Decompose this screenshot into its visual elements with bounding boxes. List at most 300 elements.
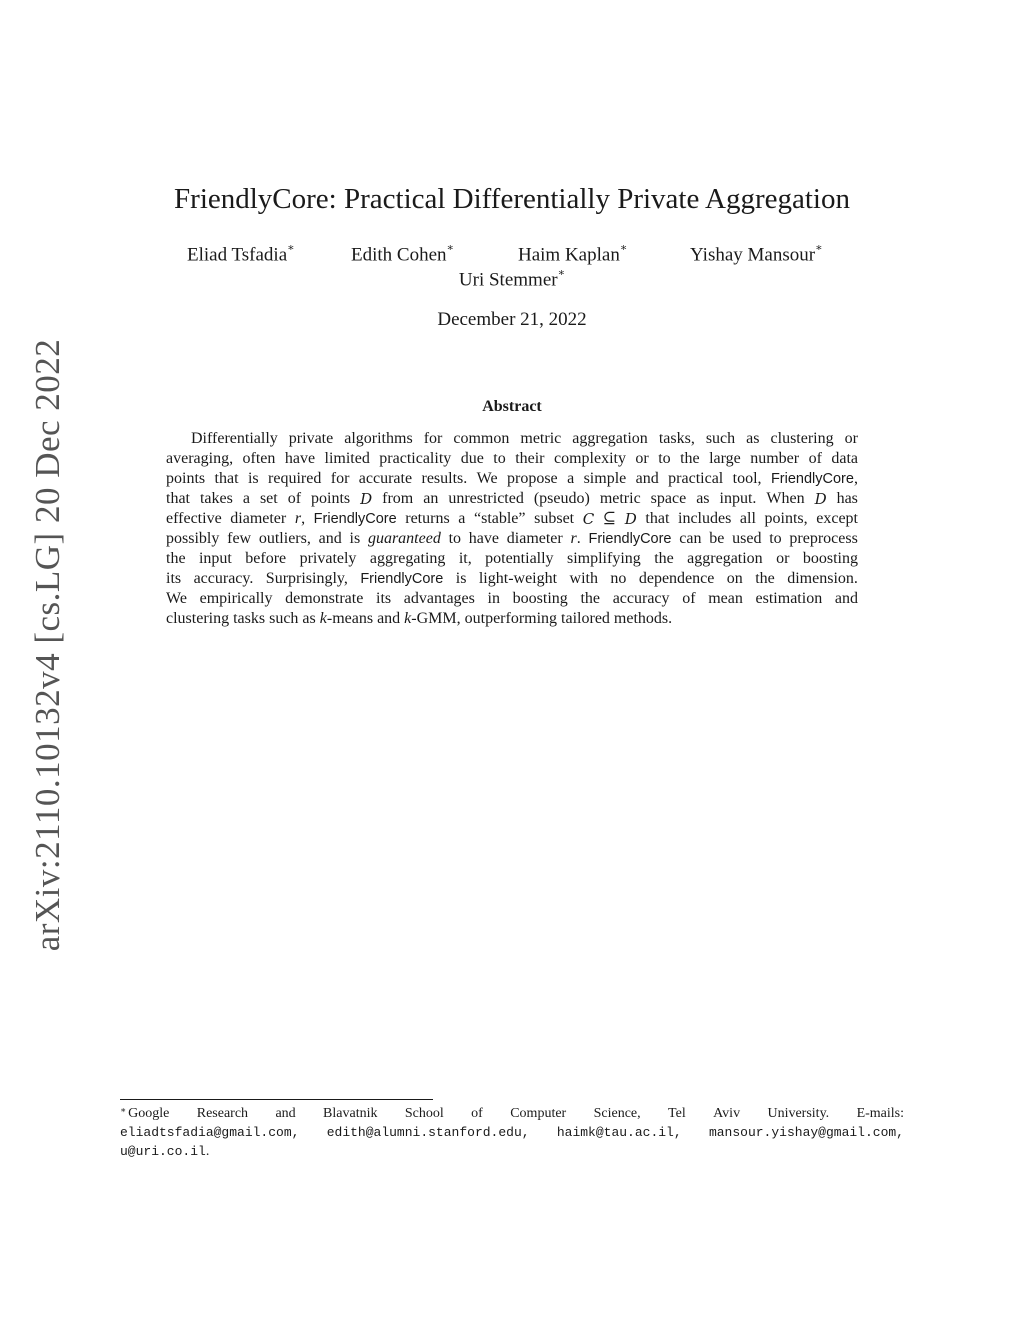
abstract-word — [534, 489, 590, 509]
abstract-word — [755, 569, 775, 589]
abstract-text: metric — [520, 430, 562, 447]
abstract-text: set — [259, 490, 278, 507]
abstract-word — [769, 529, 781, 549]
abstract-word — [651, 489, 687, 509]
abstract-word — [816, 509, 858, 529]
abstract-word — [448, 489, 524, 509]
abstract-text: a — [458, 510, 466, 527]
abstract-text: tasks, — [658, 430, 695, 447]
abstract-word — [561, 609, 610, 629]
abstract-text: We — [166, 590, 187, 607]
paper-title: FriendlyCore: Practical Differentially Private Aggregation — [174, 183, 850, 215]
abstract-word — [746, 429, 759, 449]
abstract-word — [733, 469, 762, 489]
abstract-word — [456, 569, 467, 589]
abstract-word — [571, 529, 581, 549]
abstract-word — [461, 449, 484, 469]
footnote-email-line — [120, 1142, 904, 1161]
abstract-word — [325, 449, 370, 469]
abstract-word — [360, 489, 372, 509]
abstract-word — [493, 449, 505, 469]
abstract-text: to — [658, 450, 671, 467]
abstract-word — [405, 509, 449, 529]
abstract-text: be — [709, 530, 725, 547]
abstract-text: in — [487, 590, 500, 607]
affiliation-mark: ∗ — [619, 242, 628, 254]
abstract-text: metric — [599, 490, 641, 507]
footnote-word — [767, 1104, 829, 1123]
abstract-text: except — [816, 510, 858, 527]
abstract-text: the — [680, 450, 700, 467]
abstract-text: results. — [421, 470, 468, 487]
abstract-text: and — [834, 590, 858, 607]
abstract-word — [740, 509, 756, 529]
abstract-word — [570, 569, 598, 589]
abstract-word — [423, 489, 438, 509]
abstract-word — [295, 509, 305, 529]
abstract-word — [635, 449, 648, 469]
abstract-word — [245, 549, 286, 569]
abstract-text: subset — [534, 510, 575, 527]
abstract-word — [584, 469, 627, 489]
abstract-word — [465, 609, 557, 629]
author-email: mansour.yishay@gmail.com, — [708, 1125, 904, 1140]
abstract-text: complexity — [553, 450, 626, 467]
abstract-word — [678, 509, 731, 529]
abstract-text: , — [853, 470, 858, 487]
abstract-word — [268, 469, 321, 489]
abstract-word — [831, 449, 858, 469]
abstract-word — [803, 549, 858, 569]
abstract-text: practical — [668, 470, 724, 487]
abstract-word — [474, 509, 526, 529]
author-email: edith@alumni.stanford.edu, — [326, 1125, 530, 1140]
algorithm-name: FriendlyCore — [588, 531, 672, 547]
abstract-text: clustering — [770, 430, 834, 447]
abstract-text: outperforming — [464, 610, 558, 627]
abstract-heading: Abstract — [482, 398, 542, 415]
abstract-text: its — [376, 590, 392, 607]
abstract-text: and — [318, 530, 342, 547]
footnote-word — [197, 1104, 248, 1123]
abstract-text: can — [679, 530, 702, 547]
abstract-word — [485, 549, 553, 569]
abstract-line — [166, 609, 858, 629]
footnote-email-line — [120, 1123, 904, 1142]
abstract-line — [166, 549, 858, 569]
abstract-word — [166, 509, 222, 529]
abstract-word — [771, 429, 834, 449]
abstract-word — [845, 429, 858, 449]
abstract-word — [580, 589, 600, 609]
abstract-text: accuracy. — [193, 570, 254, 587]
math-symbol: C — [582, 510, 595, 528]
abstract-text: of — [287, 490, 302, 507]
abstract-text: such — [705, 430, 736, 447]
footnote-word — [275, 1104, 295, 1123]
abstract-word — [668, 469, 723, 489]
abstract-word — [382, 489, 413, 509]
abstract-text: that — [645, 510, 670, 527]
abstract-text: tool, — [732, 470, 762, 487]
math-symbol: r — [294, 510, 302, 527]
abstract-text: algorithms — [344, 430, 413, 447]
abstract-text: a — [242, 490, 250, 507]
abstract-text: mean — [708, 590, 743, 607]
abstract-word — [288, 489, 301, 509]
abstract-text: an — [423, 490, 439, 507]
abstract-word — [166, 569, 181, 589]
abstract-word — [654, 549, 674, 569]
abstract-word — [233, 609, 265, 629]
abstract-text: from — [382, 490, 414, 507]
author-name: Uri Stemmer∗ — [458, 267, 566, 291]
abstract-text: such — [269, 610, 299, 627]
abstract-text: all — [739, 510, 756, 527]
abstract-word — [720, 489, 757, 509]
footnote-text: Aviv — [713, 1106, 741, 1121]
abstract-text: methods. — [613, 610, 673, 627]
affiliation-mark: ∗ — [815, 242, 823, 254]
abstract-word — [215, 469, 239, 489]
abstract-text: Differentially — [191, 430, 278, 447]
abstract-text: is — [349, 530, 361, 547]
abstract-text: limited — [324, 450, 370, 467]
abstract-text: dependence — [638, 570, 715, 587]
abstract-word — [603, 509, 616, 529]
abstract-word — [815, 489, 827, 509]
abstract-text: as — [302, 610, 316, 627]
abstract-line — [166, 569, 858, 589]
footnote-word — [594, 1104, 641, 1123]
abstract-text: dimension. — [787, 570, 858, 587]
abstract-word — [331, 469, 350, 489]
abstract-text: space — [650, 490, 687, 507]
algorithm-name: FriendlyCore — [770, 471, 854, 487]
abstract-text: unrestricted — [448, 490, 524, 507]
abstract-text: effective — [166, 510, 222, 527]
abstract-text: diameter — [230, 510, 287, 527]
abstract-text: few — [227, 530, 252, 547]
abstract-word — [787, 569, 858, 589]
abstract-word — [377, 609, 400, 629]
abstract-word — [166, 549, 186, 569]
abstract-text: includes — [678, 510, 732, 527]
abstract-word — [200, 589, 273, 609]
affiliation-mark: ∗ — [557, 267, 566, 279]
abstract-word — [680, 449, 700, 469]
affiliation-mark: ∗ — [446, 242, 455, 254]
math-symbol: k — [404, 610, 412, 627]
abstract-word — [732, 529, 761, 549]
abstract-word — [379, 449, 451, 469]
abstract-word — [424, 429, 443, 449]
abstract-text: input — [198, 550, 232, 567]
abstract-word — [404, 589, 475, 609]
author-email: u@uri.co.il — [120, 1144, 206, 1159]
footnote-word — [857, 1104, 904, 1123]
abstract-text: Surprisingly, — [265, 570, 348, 587]
abstract-text: . — [576, 530, 581, 547]
abstract-word — [344, 429, 412, 449]
abstract-text: the — [654, 550, 674, 567]
footnote-word — [471, 1104, 483, 1123]
abstract-text: required — [268, 470, 322, 487]
abstract-text: points — [311, 490, 351, 507]
abstract-text: practicality — [379, 450, 452, 467]
abstract-text: with — [569, 570, 598, 587]
abstract-text: aggregation — [572, 430, 648, 447]
abstract-word — [166, 589, 187, 609]
abstract-text: accurate — [358, 470, 413, 487]
abstract-word — [534, 509, 574, 529]
abstract-word — [636, 469, 659, 489]
algorithm-name: FriendlyCore — [360, 571, 444, 587]
abstract-word — [404, 609, 460, 629]
abstract-word — [376, 589, 391, 609]
abstract-text: the — [580, 590, 601, 607]
abstract-text: boosting — [512, 590, 568, 607]
math-symbol: D — [624, 510, 637, 528]
abstract-text: points, — [764, 510, 808, 527]
abstract-text: outliers, — [258, 530, 311, 547]
abstract-text: We — [476, 470, 498, 487]
abstract-word — [289, 429, 333, 449]
abstract-text: data — [831, 450, 858, 467]
footnote-text: E-mails: — [856, 1106, 904, 1121]
abstract-text: advantages — [403, 590, 475, 607]
math-symbol: k — [319, 610, 327, 627]
abstract-word — [368, 529, 441, 549]
abstract-text: averaging, — [166, 450, 234, 467]
abstract-text: to — [448, 530, 462, 547]
abstract-text: privately — [299, 550, 357, 567]
abstract-text: or — [635, 450, 649, 467]
abstract-text: the — [755, 570, 775, 587]
abstract-word — [614, 609, 672, 629]
abstract-word — [166, 449, 233, 469]
abstract-word — [682, 589, 695, 609]
abstract-text: the — [166, 550, 186, 567]
abstract-word — [359, 469, 412, 489]
abstract-text: used — [732, 530, 762, 547]
abstract-word — [600, 489, 641, 509]
abstract-word — [706, 429, 735, 449]
abstract-word — [687, 549, 763, 569]
abstract-text: ⊆ — [602, 510, 617, 527]
footnote-word — [510, 1104, 566, 1123]
abstract-text: tasks — [233, 610, 266, 627]
footnote-word — [405, 1104, 444, 1123]
abstract-text: empirically — [199, 590, 273, 607]
abstract-word — [360, 569, 443, 589]
abstract-word — [166, 609, 229, 629]
abstract-text: often — [242, 450, 276, 467]
abstract-text: their — [515, 450, 545, 467]
abstract-word — [191, 429, 278, 449]
abstract-text: that — [166, 490, 190, 507]
abstract-word — [227, 529, 251, 549]
footnote-word — [713, 1104, 740, 1123]
abstract-word — [453, 429, 509, 449]
abstract-text: input. — [719, 490, 757, 507]
abstract-word — [837, 489, 858, 509]
abstract-text: -means — [326, 610, 374, 627]
footnote-text: Science, — [593, 1106, 641, 1121]
author-name: Edith Cohen∗ — [351, 242, 455, 266]
abstract-text: simple — [583, 470, 627, 487]
abstract-word — [771, 469, 858, 489]
abstract-word — [625, 509, 637, 529]
abstract-word — [708, 589, 743, 609]
arxiv-identifier-stamp: arXiv:2110.10132v4 [cs.LG] 20 Dec 2022 — [28, 338, 67, 952]
abstract-text: estimation — [755, 590, 823, 607]
abstract-word — [469, 529, 499, 549]
author-name: Haim Kaplan∗ — [518, 242, 628, 266]
abstract-text: for — [423, 430, 443, 447]
abstract-word — [459, 549, 472, 569]
abstract-word — [766, 489, 804, 509]
abstract-text: large — [709, 450, 741, 467]
math-symbol: r — [570, 530, 577, 547]
abstract-line — [166, 469, 858, 489]
abstract-word — [659, 429, 695, 449]
abstract-word — [458, 509, 465, 529]
abstract-text: propose — [507, 470, 558, 487]
abstract-word — [645, 509, 669, 529]
footnote-word — [120, 1104, 169, 1123]
abstract-text: private — [288, 430, 334, 447]
abstract-word — [507, 469, 558, 489]
abstract-text: number — [750, 450, 800, 467]
abstract-word — [194, 569, 254, 589]
abstract-word — [311, 489, 350, 509]
abstract-word — [809, 449, 822, 469]
abstract-text: of — [808, 450, 822, 467]
abstract-word — [166, 489, 190, 509]
abstract-text: -GMM, — [411, 610, 461, 627]
abstract-text: as — [746, 430, 760, 447]
abstract-text: tailored — [561, 610, 610, 627]
author-email: eliadtsfadia@gmail.com, — [120, 1125, 300, 1140]
abstract-word — [285, 449, 315, 469]
abstract-text: potentially — [485, 550, 554, 567]
abstract-word — [269, 609, 298, 629]
abstract-text: points — [166, 470, 206, 487]
footnote — [120, 1104, 904, 1161]
abstract-word — [300, 549, 357, 569]
math-symbol: guaranteed — [367, 530, 441, 547]
abstract-line — [166, 509, 858, 529]
footnote-text: Tel — [668, 1106, 686, 1121]
abstract-text: it, — [458, 550, 472, 567]
abstract-text: clustering — [166, 610, 230, 627]
abstract-line — [166, 489, 858, 509]
abstract-word — [230, 509, 286, 529]
abstract-word — [166, 529, 219, 549]
author-email: haimk@tau.ac.il, — [556, 1125, 682, 1140]
abstract-text: or — [776, 550, 790, 567]
abstract-text: is — [455, 570, 467, 587]
abstract-text: boosting — [802, 550, 858, 567]
abstract-word — [789, 529, 857, 549]
abstract-word — [658, 449, 670, 469]
abstract-text: or — [844, 430, 858, 447]
abstract-word — [515, 449, 544, 469]
abstract-word — [750, 449, 799, 469]
abstract-word — [314, 509, 397, 529]
abstract-word — [589, 529, 672, 549]
abstract-word — [776, 549, 789, 569]
abstract-text: that — [214, 470, 239, 487]
abstract-text: diameter — [506, 530, 563, 547]
author-name: Eliad Tsfadia∗ — [187, 242, 295, 266]
footnote-word — [323, 1104, 377, 1123]
abstract-text: simplifying — [566, 550, 641, 567]
abstract-line — [166, 429, 858, 449]
abstract-text: before — [245, 550, 287, 567]
footnote-text: Blavatnik — [323, 1106, 378, 1121]
abstract-word — [319, 529, 342, 549]
abstract-word — [709, 529, 724, 549]
abstract-word — [350, 529, 361, 549]
abstract-word — [572, 429, 648, 449]
abstract-word — [243, 489, 250, 509]
math-symbol: D — [360, 490, 373, 508]
abstract-text: common — [453, 430, 510, 447]
abstract-text: light-weight — [478, 570, 558, 587]
abstract-word — [679, 529, 701, 549]
author-name: Yishay Mansour∗ — [690, 242, 823, 266]
abstract-text: and — [377, 610, 401, 627]
abstract-text: a — [567, 470, 575, 487]
abstract-word — [320, 609, 373, 629]
abstract-text: have — [468, 530, 499, 547]
abstract-word — [488, 589, 500, 609]
algorithm-name: FriendlyCore — [313, 511, 397, 527]
abstract-word — [199, 549, 232, 569]
footnote-text: University. — [767, 1106, 830, 1121]
abstract-word — [302, 609, 315, 629]
author-list — [0, 243, 1024, 269]
abstract-word — [765, 509, 808, 529]
abstract-text: its — [166, 570, 182, 587]
abstract-line — [166, 589, 858, 609]
abstract-word — [243, 449, 276, 469]
abstract-word — [166, 469, 205, 489]
abstract-word — [449, 529, 461, 549]
abstract-word — [477, 469, 498, 489]
abstract-text: as — [696, 490, 710, 507]
abstract-text: on — [726, 570, 743, 587]
footnote-period: . — [205, 1144, 210, 1159]
abstract-text: (pseudo) — [533, 490, 590, 507]
abstract-line — [166, 449, 858, 469]
abstract-word — [507, 529, 563, 549]
abstract-word — [285, 589, 363, 609]
abstract-word — [513, 589, 568, 609]
abstract-word — [567, 469, 574, 489]
abstract-word — [370, 549, 446, 569]
abstract-text: takes — [199, 490, 233, 507]
abstract-word — [567, 549, 641, 569]
abstract-word — [520, 429, 561, 449]
abstract-text: demonstrate — [285, 590, 364, 607]
abstract-text: is — [247, 470, 259, 487]
abstract-text: preprocess — [789, 530, 858, 547]
abstract-text: due — [460, 450, 484, 467]
footnote-affiliation-line — [120, 1104, 904, 1123]
